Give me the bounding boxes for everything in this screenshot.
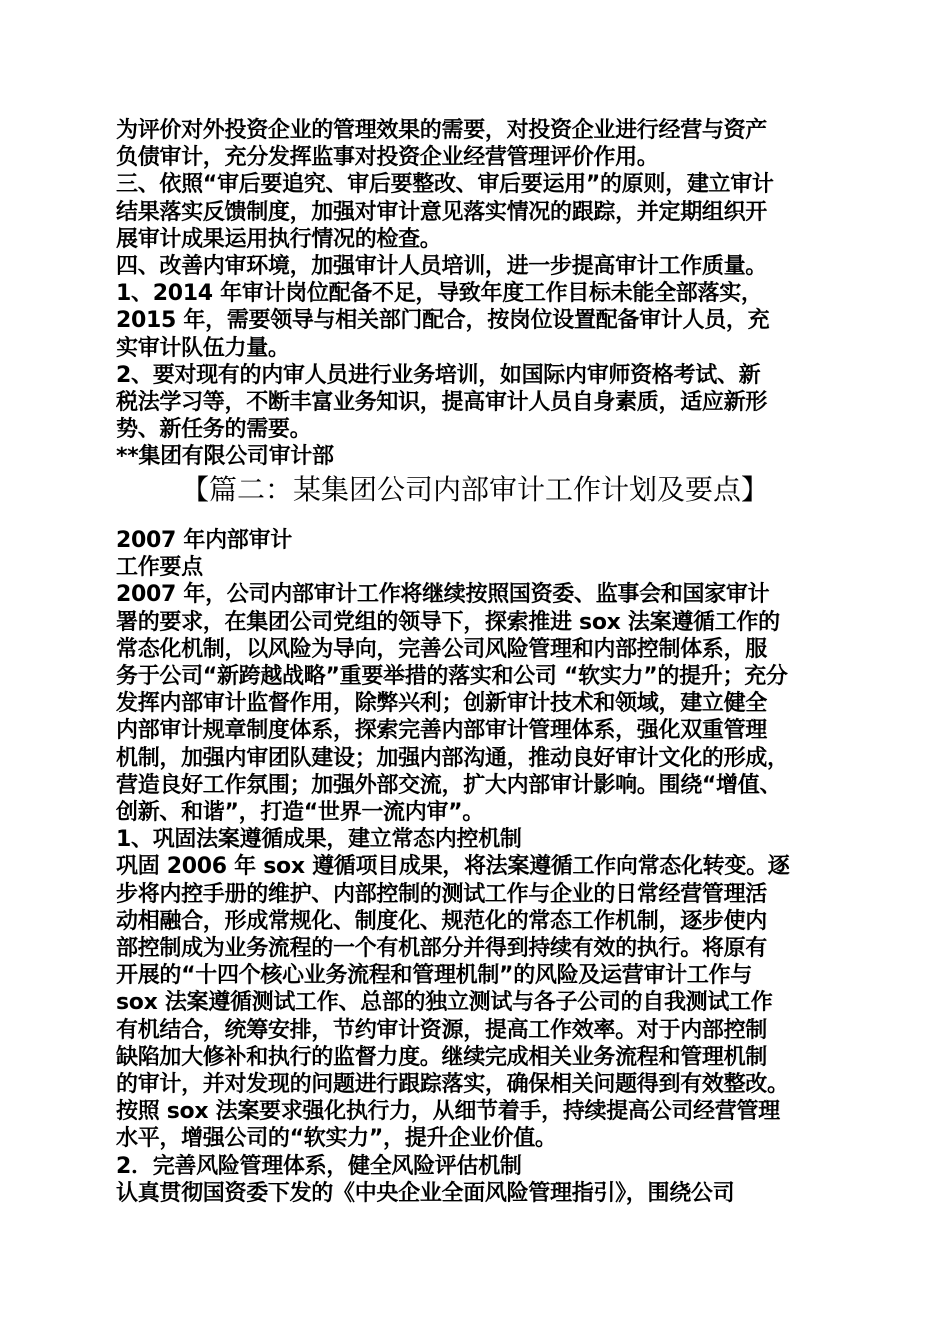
paragraph-line: 为评价对外投资企业的管理效果的需要，对投资企业进行经营与资产 bbox=[116, 118, 768, 143]
paragraph-line: 创新、和谐”，打造“世界一流内审”。 bbox=[116, 800, 484, 826]
paragraph-line: 三、依照“审后要追究、审后要整改、审后要运用”的原则，建立审计 bbox=[116, 172, 774, 198]
section-heading: 【篇二：某集团公司内部审计工作计划及要点】 bbox=[180, 473, 769, 506]
paragraph-line: 2、要对现有的内审人员进行业务培训，如国际内审师资格考试、新 bbox=[116, 362, 761, 388]
paragraph-line: sox 法案遵循测试工作、总部的独立测试与各子公司的自我测试工作 bbox=[116, 990, 773, 1016]
paragraph-line: 2015 年，需要领导与相关部门配合，按岗位设置配备审计人员，充 bbox=[116, 308, 770, 334]
paragraph-line: 务于公司“新跨越战略”重要举措的落实和公司 “软实力”的提升；充分 bbox=[116, 664, 788, 690]
paragraph-line: 营造良好工作氛围；加强外部交流，扩大内部审计影响。围绕“增值、 bbox=[116, 772, 782, 798]
paragraph-line: 有机结合，统筹安排，节约审计资源，提高工作效率。对于内部控制 bbox=[116, 1017, 768, 1043]
paragraph-line: 2．完善风险管理体系，健全风险评估机制 bbox=[116, 1153, 522, 1179]
paragraph-line: 机制，加强内审团队建设；加强内部沟通，推动良好审计文化的形成， bbox=[116, 745, 789, 771]
paragraph-line: 水平，增强公司的“软实力”，提升企业价值。 bbox=[116, 1126, 557, 1152]
paragraph-line: 巩固 2006 年 sox 遵循项目成果，将法案遵循工作向常态化转变。逐 bbox=[116, 854, 790, 880]
paragraph-line: 1、2014 年审计岗位配备不足，导致年度工作目标未能全部落实， bbox=[116, 281, 763, 307]
paragraph-line: 开展的“十四个核心业务流程和管理机制”的风险及运营审计工作与 bbox=[116, 963, 752, 989]
paragraph-line: 署的要求，在集团公司党组的领导下，探索推进 sox 法案遵循工作的 bbox=[116, 609, 780, 635]
paragraph-line: 负债审计，充分发挥监事对投资企业经营管理评价作用。 bbox=[116, 145, 659, 171]
paragraph-line: **集团有限公司审计部 bbox=[116, 444, 334, 470]
paragraph-line: 步将内控手册的维护、内部控制的测试工作与企业的日常经营管理活 bbox=[116, 881, 768, 907]
paragraph-line: 发挥内部审计监督作用，除弊兴利；创新审计技术和领域，建立健全 bbox=[116, 691, 768, 717]
paragraph-line: 2007 年内部审计 bbox=[116, 528, 292, 553]
paragraph-line: 税法学习等，不断丰富业务知识，提高审计人员自身素质，适应新形 bbox=[116, 390, 768, 416]
paragraph-line: 按照 sox 法案要求强化执行力，从细节着手，持续提高公司经营管理 bbox=[116, 1099, 780, 1125]
paragraph-line: 实审计队伍力量。 bbox=[116, 335, 290, 361]
paragraph-line: 认真贯彻国资委下发的《中央企业全面风险管理指引》，围绕公司 bbox=[116, 1180, 735, 1206]
paragraph-line: 动相融合，形成常规化、制度化、规范化的常态工作机制，逐步使内 bbox=[116, 908, 768, 934]
paragraph-line: 工作要点 bbox=[116, 555, 203, 581]
paragraph-line: 常态化机制，以风险为导向，完善公司风险管理和内部控制体系，服 bbox=[116, 636, 768, 662]
paragraph-line: 1、巩固法案遵循成果，建立常态内控机制 bbox=[116, 827, 522, 853]
paragraph-line: 结果落实反馈制度，加强对审计意见落实情况的跟踪，并定期组织开 bbox=[116, 199, 768, 225]
paragraph-line: 缺陷加大修补和执行的监督力度。继续完成相关业务流程和管理机制 bbox=[116, 1044, 768, 1070]
paragraph-line: 部控制成为业务流程的一个有机部分并得到持续有效的执行。将原有 bbox=[116, 936, 768, 962]
paragraph-line: 的审计，并对发现的问题进行跟踪落实，确保相关问题得到有效整改。 bbox=[116, 1072, 789, 1098]
paragraph-line: 四、改善内审环境，加强审计人员培训，进一步提高审计工作质量。 bbox=[116, 254, 768, 280]
paragraph-line: 势、新任务的需要。 bbox=[116, 417, 312, 443]
paragraph-line: 展审计成果运用执行情况的检查。 bbox=[116, 226, 442, 252]
text-block-top bbox=[116, 117, 846, 471]
paragraph-line: 内部审计规章制度体系，探索完善内部审计管理体系，强化双重管理 bbox=[116, 718, 768, 744]
text-block-main bbox=[116, 527, 846, 1207]
paragraph-line: 2007 年，公司内部审计工作将继续按照国资委、监事会和国家审计 bbox=[116, 582, 770, 608]
